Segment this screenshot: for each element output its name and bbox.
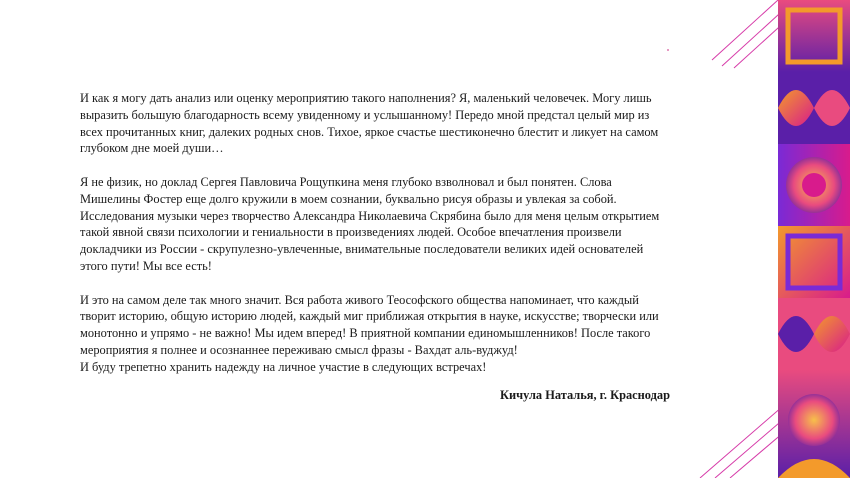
text-line: Мишелины Фостер еще долго кружили в моем сознании, буквально рисуя образы и увлекая за собой. [80,191,617,206]
text-line: И это на самом деле так много значит. Вся работа живого Теософского общества напоминает, что каждый [80,292,639,307]
text-line: Исследования музыки через творчество Александра Николаевича Скрябина было для меня целым открытием [80,208,660,223]
text-line: монотонно и упрямо - не важно! Мы идем вперед! В приятной компании единомышленников! После такого [80,326,651,341]
paragraph-2 [80,174,680,275]
text-line: докладчики из России - скрупулезно-увлеченные, внимательные последователи великих идей основателей [80,242,644,257]
text-line: глубоком дне моей души… [80,141,224,156]
text-line: этого пути! Мы все есть! [80,258,212,273]
decorative-dot [667,49,669,51]
text-line: выразить большую благодарность всему увиденному и услышанному! Передо мной предстал целый мир из [80,107,650,122]
text-line: Я не физик, но доклад Сергея Павловича Рощупкина меня глубоко взволновал и был понятен. Слова [80,174,612,189]
paragraph-1 [80,90,680,157]
text-line: такой явной связи психологии и гениальности в произведениях людей. Особое впечатления произвели [80,225,622,240]
letter-text [80,90,680,392]
decorative-pattern-strip [778,0,850,478]
signature: Кичула Наталья, г. Краснодар [499,388,670,402]
paragraph-3 [80,292,680,376]
text-line: И как я могу дать анализ или оценку мероприятию такого наполнения? Я, маленький человечек. Могу лишь [80,91,652,105]
text-line: И буду трепетно хранить надежду на личное участие в следующих встречах! [80,359,487,374]
text-line: всех прочитанных книг, далеких родных снов. Тихое, яркое счастье шестиконечно блестит и ликует на самом [80,124,659,139]
text-line: творит историю, общую историю людей, каждый миг приближая открытия в науке, искусстве; творчески или [80,309,659,324]
text-line: мероприятия я полнее и осознаннее переживаю смысл фразы - Вахдат аль-вуджуд! [80,342,518,357]
